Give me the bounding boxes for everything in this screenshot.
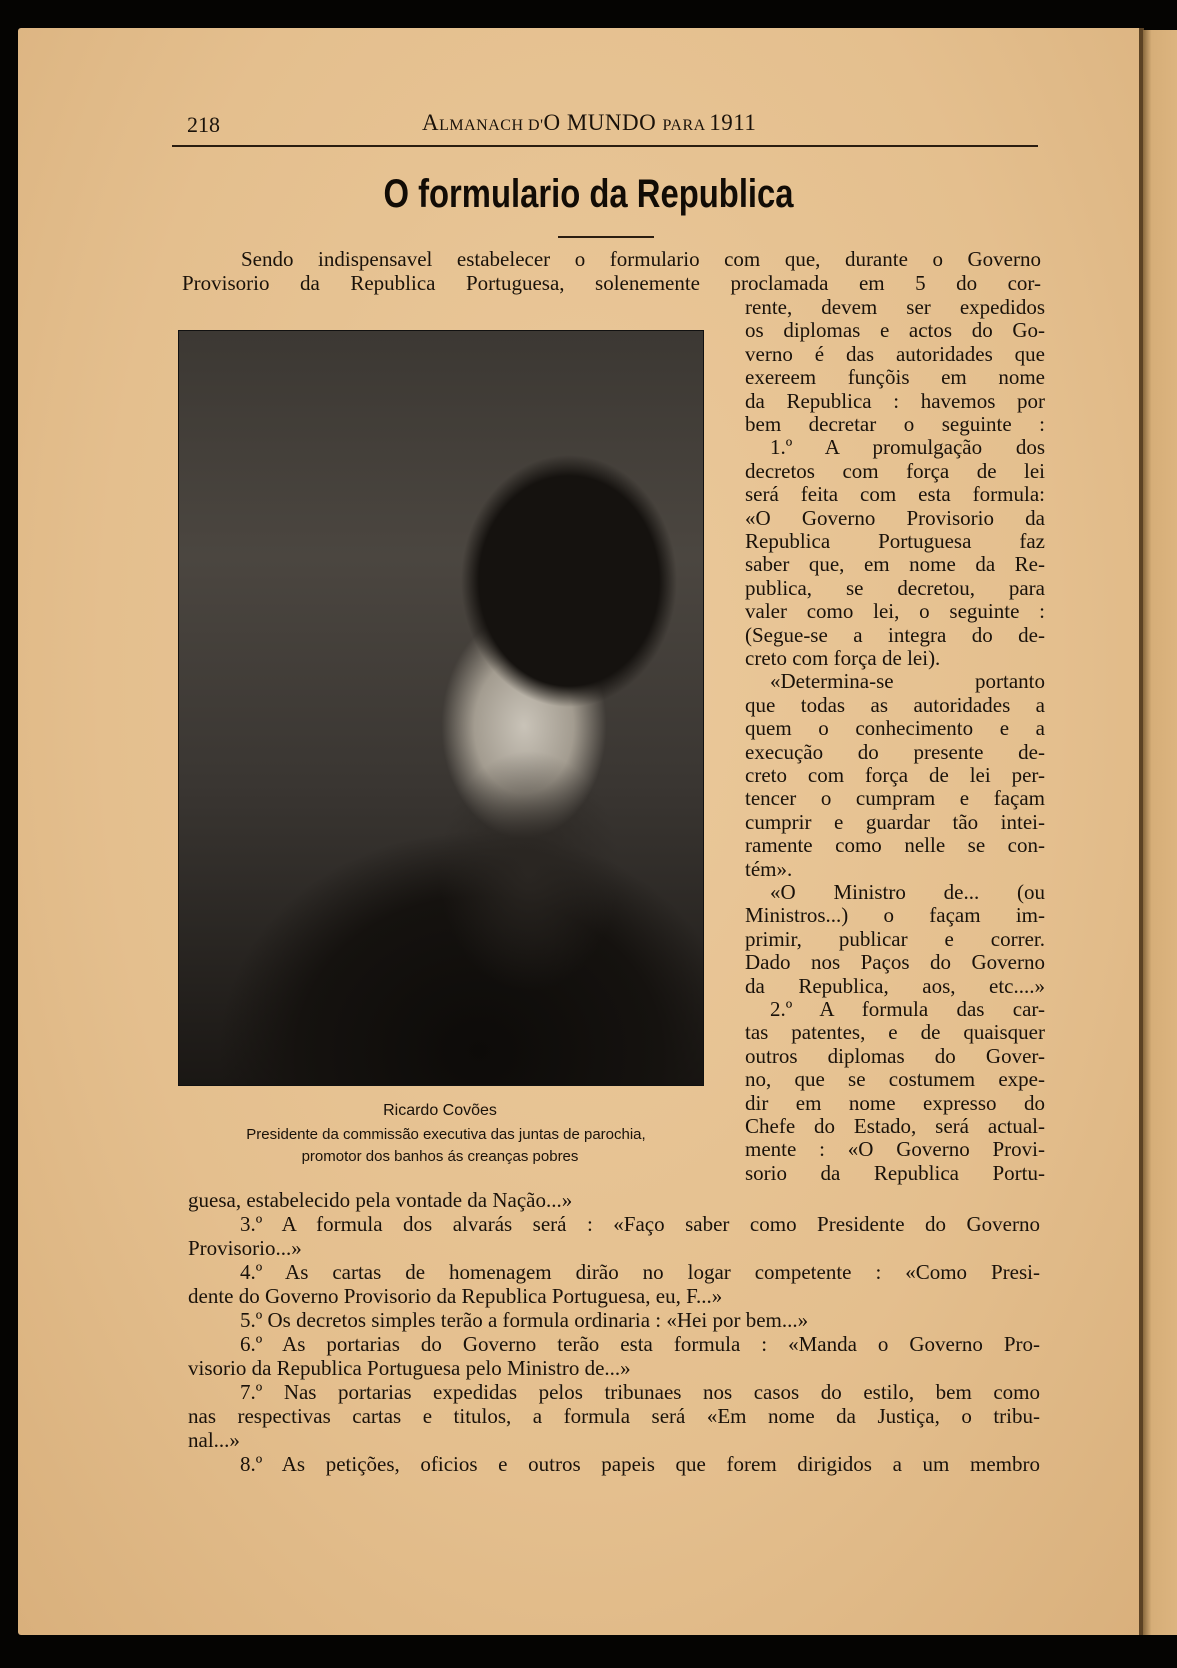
photo-caption-name: Ricardo Covões: [383, 1102, 497, 1119]
body-line: dente do Governo Provisorio da Republica Portuguesa, eu, F...»: [188, 1284, 723, 1308]
running-title-initial: A: [422, 110, 440, 135]
page-number: 218: [187, 112, 220, 137]
column-line: Dado nos Paços do Governo: [745, 950, 1045, 975]
running-title-year: 1911: [709, 110, 757, 135]
body-line: 3.º A formula dos alvarás será : «Faço saber como Presidente do Governo: [240, 1212, 1040, 1236]
body-line: visorio da Republica Portuguesa pelo Ministro de...»: [188, 1356, 631, 1380]
intro-line: Sendo indispensavel estabelecer o formulario com que, durante o Governo: [241, 247, 1041, 271]
column-line: 2.º A formula das car-: [770, 997, 1045, 1021]
running-title-almanach: LMANACH D': [439, 117, 544, 134]
article-title: O formulario da Republica: [383, 172, 794, 216]
column-line: que todas as autoridades a: [745, 692, 1045, 717]
body-line: 5.º Os decretos simples terão a formula ordinaria : «Hei por bem...»: [240, 1308, 809, 1332]
body-line: 8.º As petições, oficios e outros papeis que forem dirigidos a um membro: [240, 1452, 1040, 1476]
column-line: exereem funçõis em nome: [745, 365, 1045, 390]
next-page-edge: [1143, 30, 1177, 1635]
column-line: bem decretar o seguinte :: [745, 412, 1045, 436]
column-line: creto com força de lei).: [745, 646, 941, 670]
column-line: «Determina-se portanto: [770, 669, 1045, 694]
body-line: Provisorio...»: [188, 1236, 302, 1260]
body-line: 6.º As portarias do Governo terão esta formula : «Manda o Governo Pro-: [240, 1332, 1040, 1356]
column-line: da Republica : havemos por: [745, 388, 1045, 413]
column-line: quem o conhecimento e a: [745, 716, 1045, 741]
body-line: nal...»: [188, 1428, 240, 1452]
column-line: primir, publicar e correr.: [745, 926, 1045, 951]
body-line: 7.º Nas portarias expedidas pelos tribunaes nos casos do estilo, bem como: [240, 1380, 1040, 1404]
column-line: valer como lei, o seguinte :: [745, 599, 1045, 624]
body-line: guesa, estabelecido pela vontade da Nação...»: [188, 1188, 573, 1212]
column-line: Republica Portuguesa faz: [745, 529, 1045, 553]
column-line: sorio da Republica Portu-: [745, 1160, 1045, 1185]
column-line: tém».: [745, 856, 793, 881]
portrait-photo: [178, 330, 704, 1086]
running-header: [172, 108, 1042, 142]
body-line: 4.º As cartas de homenagem dirão no logar competente : «Como Presi-: [240, 1260, 1040, 1284]
column-line: «O Governo Provisorio da: [745, 505, 1045, 530]
column-line: publica, se decretou, para: [745, 575, 1045, 600]
column-line: será feita com esta formula:: [745, 482, 1045, 507]
column-line: cumprir e guardar tão intei-: [745, 809, 1045, 834]
photo-caption-line: promotor dos banhos ás creanças pobres: [301, 1148, 579, 1165]
column-line: outros diplomas do Gover-: [745, 1043, 1045, 1068]
title-rule: [558, 236, 654, 238]
intro-line: Provisorio da Republica Portuguesa, solenemente proclamada em 5 do cor-: [182, 271, 1041, 295]
running-title: [422, 110, 756, 136]
column-line: ramente como nelle se con-: [745, 833, 1045, 858]
column-line: Chefe do Estado, será actual-: [745, 1114, 1045, 1138]
column-line: mente : «O Governo Provi-: [745, 1137, 1045, 1162]
running-title-mundo: O MUNDO: [543, 110, 663, 135]
header-rule: [172, 145, 1038, 147]
column-line: os diplomas e actos do Go-: [745, 318, 1045, 343]
column-line: «O Ministro de... (ou: [770, 880, 1045, 904]
column-line: tencer o cumpram e façam: [745, 786, 1045, 811]
column-line: rente, devem ser expedidos: [745, 295, 1045, 319]
column-line: creto com força de lei per-: [745, 763, 1045, 787]
column-line: Ministros...) o façam im-: [745, 903, 1045, 928]
column-line: execução do presente de-: [745, 739, 1045, 764]
column-line: decretos com força de lei: [745, 458, 1045, 483]
column-line: 1.º A promulgação dos: [770, 435, 1045, 460]
running-title-para: PARA: [662, 117, 710, 134]
column-line: saber que, em nome da Re-: [745, 552, 1045, 577]
column-line: dir em nome expresso do: [745, 1090, 1045, 1115]
photo-caption-line: Presidente da commissão executiva das juntas de parochia,: [246, 1126, 646, 1143]
body-line: nas respectivas cartas e titulos, a formula será «Em nome da Justiça, o tribu-: [188, 1404, 1040, 1428]
column-line: da Republica, aos, etc....»: [745, 973, 1045, 998]
column-line: tas patentes, e de quaisquer: [745, 1020, 1045, 1045]
column-line: (Segue-se a integra do de-: [745, 622, 1045, 647]
column-line: verno é das autoridades que: [745, 341, 1045, 366]
column-line: no, que se costumem expe-: [745, 1067, 1045, 1092]
